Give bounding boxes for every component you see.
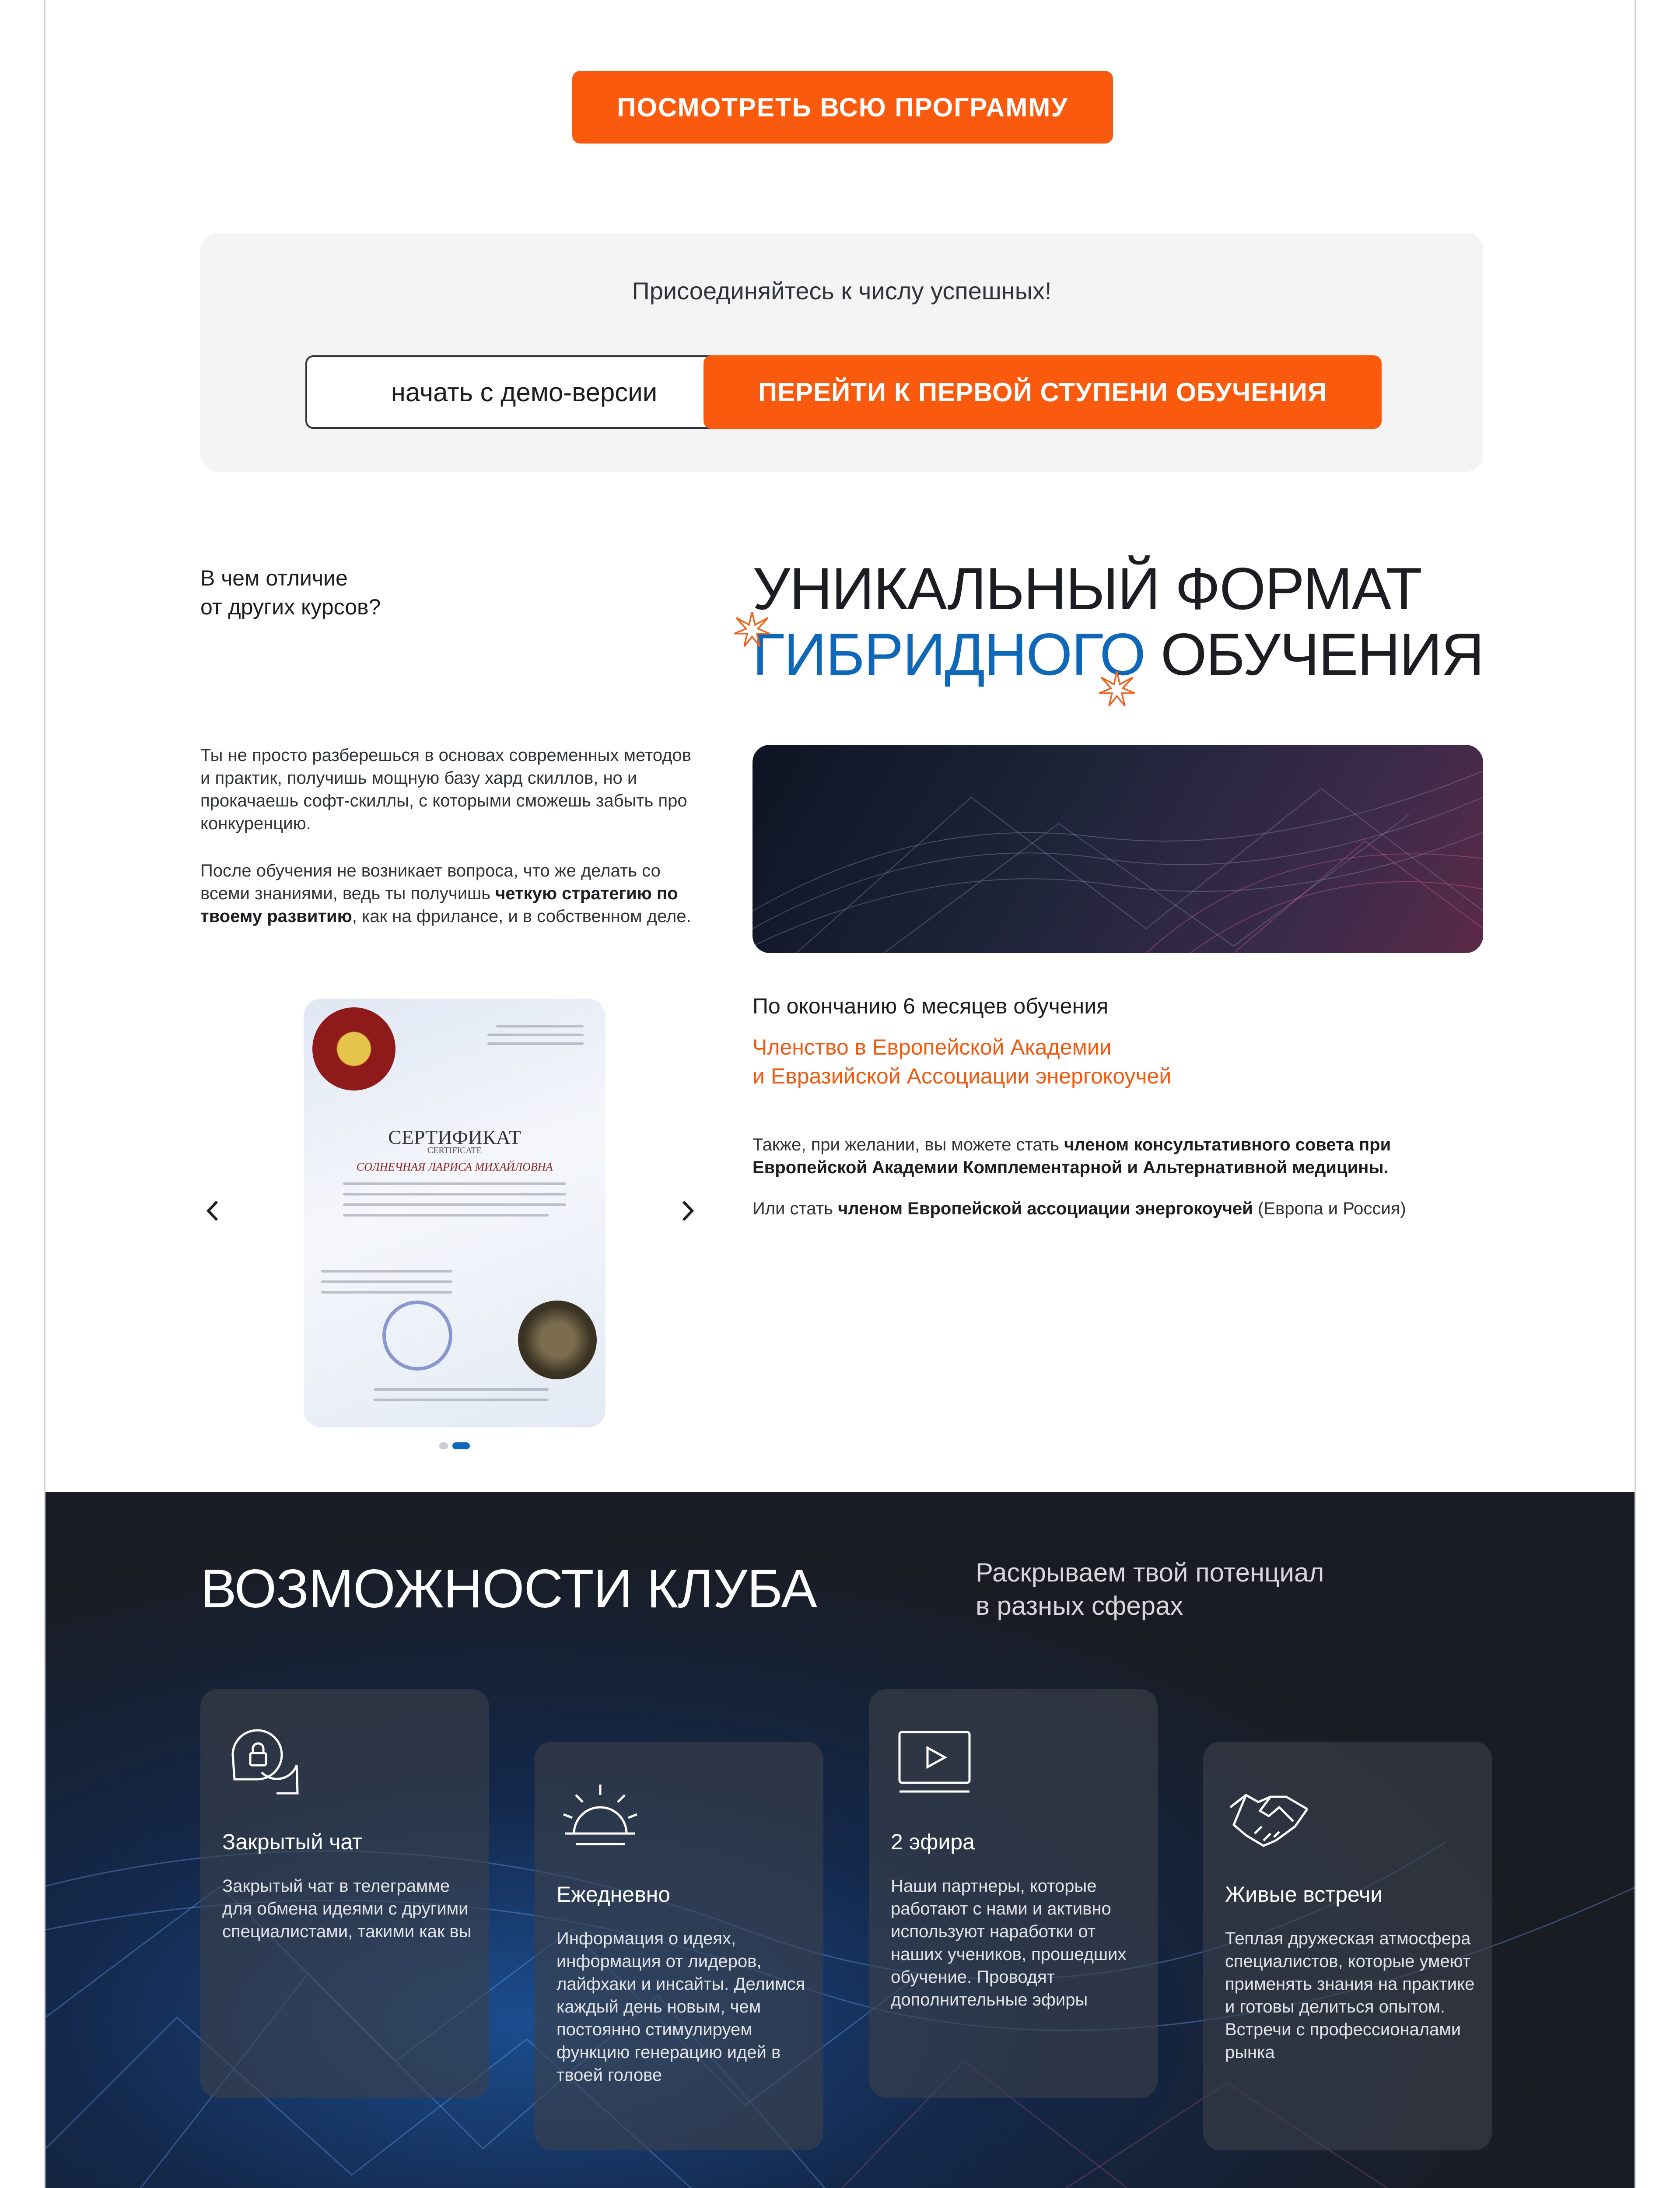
club-section	[46, 1492, 1636, 2188]
spark-icon	[1097, 670, 1137, 709]
membership-line1: Членство в Европейской Академии	[752, 1035, 1112, 1059]
extra-2-text: Или стать	[752, 1199, 838, 1218]
handshake-icon	[1225, 1772, 1312, 1860]
club-card-title: Ежедневно	[556, 1882, 671, 1907]
carousel-next-button[interactable]	[671, 1196, 702, 1226]
lock-chat-icon	[222, 1720, 310, 1807]
extra-1-text: Также, при желании, вы можете стать	[752, 1135, 1064, 1154]
club-title: ВОЗМОЖНОСТИ КЛУБА	[200, 1559, 817, 1619]
club-card-text: Наши партнеры, которые работают с нами и активно используют наработки от наших учеников, прошедших обучение. Проводят дополнительные эфиры	[891, 1876, 1127, 2009]
membership-line2: и Евразийской Ассоциации энергокоучей	[752, 1064, 1172, 1088]
heading-blue: ГИБРИДНОГО	[752, 621, 1145, 687]
academy-seal-icon	[312, 1007, 396, 1090]
certificate-subtitle: CERTIFICATE	[427, 1146, 482, 1155]
club-card-title: 2 эфира	[891, 1830, 975, 1854]
carousel-dots	[439, 1442, 470, 1449]
heading-line1: УНИКАЛЬНЫЙ ФОРМАТ	[752, 555, 1421, 622]
intro-2-text: После обучения не возникает вопроса, что же делать со всеми знаниями, ведь ты получишь	[200, 861, 661, 903]
club-subtitle	[976, 1556, 1324, 1623]
intro-paragraph-1: Ты не просто разберешься в основах современных методов и практик, получишь мощную базу хард скиллов, но и прокачаешь софт-скиллы, с которыми сможешь забыть про конкуренцию.	[200, 746, 692, 833]
carousel-dot[interactable]	[439, 1442, 448, 1449]
video-play-icon	[891, 1720, 978, 1807]
heading-rest: ОБУЧЕНИЯ	[1145, 621, 1484, 687]
first-step-button[interactable]: ПЕРЕЙТИ К ПЕРВОЙ СТУПЕНИ ОБУЧЕНИЯ	[704, 355, 1382, 429]
certificate-title: СЕРТИФИКАТ	[388, 1126, 521, 1148]
unique-format-heading	[752, 556, 1484, 687]
club-subtitle-line1: Раскрываем твой потенциал	[976, 1558, 1324, 1587]
club-card-streams	[869, 1689, 1158, 2098]
view-program-button[interactable]: ПОСМОТРЕТЬ ВСЮ ПРОГРАММУ	[572, 71, 1113, 144]
membership-text	[752, 1033, 1171, 1090]
extra-2-bold: членом Европейской ассоциации энергокоучей	[838, 1199, 1253, 1218]
gold-seal-icon	[518, 1301, 597, 1379]
club-card-chat	[200, 1689, 489, 2098]
difference-question-line2: от других курсов?	[200, 595, 381, 619]
chevron-left-icon	[199, 1196, 229, 1226]
club-card-text: Закрытый чат в телеграмме для обмена идеями с другими специалистами, такими как вы	[222, 1876, 472, 1941]
join-box	[200, 233, 1483, 472]
club-subtitle-line2: в разных сферах	[976, 1591, 1183, 1620]
page-frame	[44, 0, 1636, 2188]
network-mesh-graphic	[752, 745, 1483, 953]
intro-2-end: , как на фрилансе, и в собственном деле.	[352, 907, 691, 926]
intro-paragraph-2	[200, 859, 699, 928]
certificate-slide	[304, 999, 606, 1427]
carousel-prev-button[interactable]	[199, 1196, 229, 1226]
extra-2-end: (Европа и Россия)	[1253, 1199, 1406, 1218]
network-banner-image	[752, 745, 1483, 953]
difference-question-line1: В чем отличие	[200, 566, 348, 590]
chevron-right-icon	[671, 1196, 702, 1226]
join-text: Присоединяйтесь к числу успешных!	[632, 277, 1052, 305]
extra-1-bold: членом консультативного совета при Европейской Академии Комплементарной и Альтернативной медицины.	[752, 1135, 1391, 1177]
after-six-months-label: По окончанию 6 месяцев обучения	[752, 994, 1109, 1018]
club-card-meetings	[1203, 1742, 1492, 2150]
stamp-icon	[382, 1301, 452, 1371]
certificate-name: СОЛНЕЧНАЯ ЛАРИСА МИХАЙЛОВНА	[356, 1161, 553, 1173]
sunrise-icon	[556, 1772, 644, 1860]
club-card-daily	[535, 1742, 823, 2150]
club-card-text: Теплая дружеская атмосфера специалистов, которые умеют применять знания на практике и готовы делиться опытом. Встречи с профессионалами рынка	[1225, 1929, 1475, 2062]
advisory-council-text	[752, 1133, 1496, 1179]
energy-coach-association-text	[752, 1197, 1496, 1220]
spark-icon	[732, 610, 772, 649]
carousel-dot-active[interactable]	[452, 1442, 470, 1449]
intro-2-bold: четкую стратегию по твоему развитию	[200, 884, 678, 926]
demo-button[interactable]: начать с демо-версии	[305, 355, 743, 429]
club-card-title: Живые встречи	[1225, 1882, 1383, 1907]
club-card-text: Информация о идеях, информация от лидеров, лайфхаки и инсайты. Делимся каждый день новым, чем постоянно стимулируем функцию генерацию идей в твоей голове	[556, 1929, 805, 2085]
difference-question	[200, 564, 507, 621]
club-card-title: Закрытый чат	[222, 1830, 362, 1854]
